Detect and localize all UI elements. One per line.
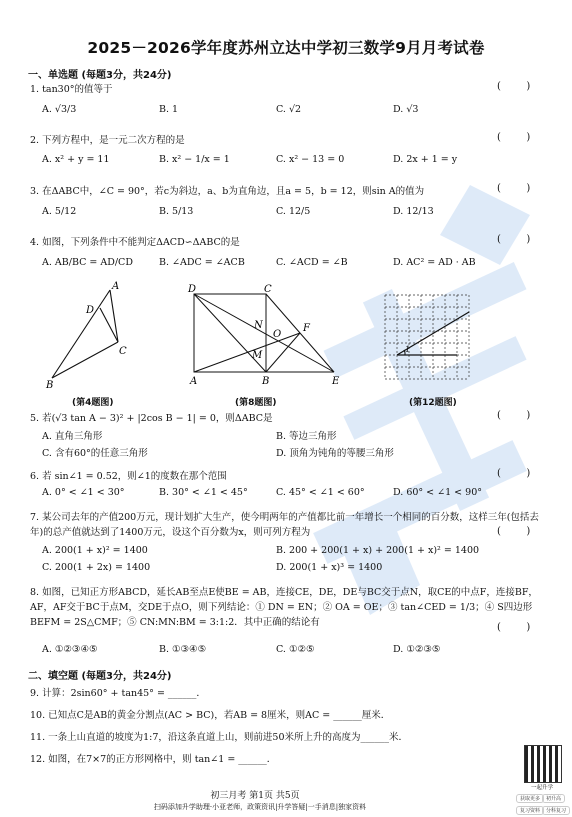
option-d: D. 60° < ∠1 < 90° <box>393 487 482 498</box>
option-a: A. 0° < ∠1 < 30° <box>42 487 125 498</box>
figure-12-grid <box>384 294 470 380</box>
page-title: 2025－2026学年度苏州立达中学初三数学9月月考试卷 <box>87 39 485 57</box>
label-b: B <box>262 376 270 387</box>
promo-pill[interactable]: 分科复习 <box>542 806 570 815</box>
option-d: D. √3 <box>393 104 419 115</box>
option-c: C. ①②⑤ <box>276 644 315 655</box>
question-3-stem: 3. 在ΔABC中，∠C = 90°，若c为斜边，a、b为直角边，且a = 5，b = 12，则sin A的值为 <box>30 186 425 197</box>
label-a: A <box>190 376 198 387</box>
option-b: B. ∠ADC = ∠ACB <box>159 257 245 268</box>
option-a: A. √3/3 <box>42 104 77 115</box>
question-6-options <box>42 487 542 503</box>
figure-4-triangle <box>42 278 142 390</box>
option-b: B. x² − 1/x = 1 <box>159 154 230 165</box>
question-11-stem: 11. 一条上山直道的坡度为1:7，沿这条直道上山，则前进50米所上升的高度为______米． <box>30 732 409 743</box>
question-8-options <box>42 644 542 660</box>
page-footer: 初三月考 第1页 共5页 <box>210 791 300 801</box>
option-b: B. 1 <box>159 104 179 115</box>
figure-12-caption: (第12题图) <box>409 398 457 408</box>
option-a: A. 200(1 + x)² = 1400 <box>42 545 148 556</box>
option-b: B. 等边三角形 <box>276 431 337 442</box>
question-1-stem: 1. tan30°的值等于 <box>30 84 113 95</box>
label-n: N <box>254 320 263 331</box>
label-c: C <box>119 346 127 357</box>
option-d: D. 12/13 <box>393 206 434 217</box>
answer-paren: ( ) <box>497 81 531 92</box>
footer-promo: 扫码添加升学助理·小亚老师，政策资讯|升学答疑|一手消息|独家资料 <box>153 803 367 811</box>
label-d: D <box>86 305 95 316</box>
option-d: D. 2x + 1 = y <box>393 154 458 165</box>
option-a: A. x² + y = 11 <box>42 154 110 165</box>
label-c: C <box>264 284 272 295</box>
question-6-stem: 6. 若 sin∠1 = 0.52，则∠1的度数在那个范围 <box>30 471 227 482</box>
answer-paren: ( ) <box>497 622 531 633</box>
option-a: A. ①②③④⑤ <box>42 644 98 655</box>
qr-caption: 一起升学 <box>530 785 553 791</box>
question-4-stem: 4. 如图，下列条件中不能判定ΔACD∽ΔABC的是 <box>30 237 240 248</box>
figure-4-caption: (第4题图) <box>72 398 114 408</box>
label-e: E <box>332 376 340 387</box>
label-b: B <box>46 380 54 390</box>
promo-pill[interactable]: 初升高 <box>542 794 565 803</box>
option-d: D. 顶角为钝角的等腰三角形 <box>276 448 394 459</box>
figure-8-caption: (第8题图) <box>235 398 277 408</box>
label-d: D <box>188 284 197 295</box>
question-7-options-row2 <box>42 562 542 578</box>
promo-pill[interactable]: 复习资料 <box>516 806 544 815</box>
answer-paren: ( ) <box>497 234 531 245</box>
option-a: A. AB/BC = AD/CD <box>42 257 133 268</box>
question-3-options <box>42 206 542 222</box>
option-c: C. √2 <box>276 104 302 115</box>
answer-paren: ( ) <box>497 132 531 143</box>
question-4-options <box>42 257 542 273</box>
question-7-options-row1 <box>42 545 542 561</box>
option-b: B. ①③④⑤ <box>159 644 207 655</box>
question-7-stem: 7. 某公司去年的产值200万元，现计划扩大生产，使今明两年的产值都比前一年增长一个相同的百分数，这样三年(包括去年)的总产值就达到了1400万元，设这个百分数为x，则可列方程为 <box>30 512 539 538</box>
answer-paren: ( ) <box>497 410 531 421</box>
question-5-stem: 5. 若(√3 tan A − 3)² + |2cos B − 1| = 0，则ΔABC是 <box>30 413 273 424</box>
option-c: C. ∠ACD = ∠B <box>276 257 348 268</box>
option-c: C. 含有60°的任意三角形 <box>42 448 148 459</box>
option-b: B. 200 + 200(1 + x) + 200(1 + x)² = 1400 <box>276 545 480 556</box>
question-12-stem: 12. 如图，在7×7的正方形网格中，则 tan∠1 = ______． <box>30 754 277 765</box>
question-10-stem: 10. 已知点C是AB的黄金分割点(AC > BC)，若AB = 8厘米，则AC = ______厘米． <box>30 710 391 721</box>
section-heading-fill: 二、填空题 (每题3分，共24分) <box>28 671 172 682</box>
option-b: B. 5/13 <box>159 206 194 217</box>
question-5-options-row2 <box>42 445 542 461</box>
label-o: O <box>273 329 282 340</box>
figure-8-square <box>184 282 349 390</box>
option-d: D. ①②③⑤ <box>393 644 441 655</box>
label-f: F <box>303 323 310 334</box>
question-5-options-row1 <box>42 428 542 444</box>
question-8-stem: 8. 如图，已知正方形ABCD，延长AB至点E使BE = AB，连接CE，DE，DE与BC交于点N，取CE的中点F，连接BF，AF，AF交于BC于点M，交DE于点O，则下列结论：① DN = EN；② OA = OE；③ tan∠CED = 1/3；④ S四边形BEFM = 2S△CMF；⑤ CN:MN:BM = 3:1:2．其中正确的结论有 <box>30 587 538 628</box>
option-a: A. 直角三角形 <box>42 431 103 442</box>
label-a: A <box>112 281 120 292</box>
option-b: B. 30° < ∠1 < 45° <box>159 487 248 498</box>
option-d: D. 200(1 + x)³ = 1400 <box>276 562 383 573</box>
qr-code[interactable] <box>524 745 562 783</box>
option-d: D. AC² = AD · AB <box>393 257 476 268</box>
answer-paren: ( ) <box>497 468 531 479</box>
answer-paren: ( ) <box>497 183 531 194</box>
option-a: A. 5/12 <box>42 206 77 217</box>
question-2-stem: 2. 下列方程中，是一元二次方程的是 <box>30 135 185 146</box>
option-c: C. 200(1 + 2x) = 1400 <box>42 562 151 573</box>
question-2-options <box>42 154 542 170</box>
label-angle-1: 1 <box>405 345 411 354</box>
section-heading-choice: 一、单选题 (每题3分，共24分) <box>28 70 172 81</box>
promo-pill[interactable]: 获取更多 <box>516 794 544 803</box>
question-9-stem: 9. 计算：2sin60° + tan45° = ______． <box>30 688 206 699</box>
option-c: C. 12/5 <box>276 206 311 217</box>
option-c: C. x² − 13 = 0 <box>276 154 345 165</box>
label-m: M <box>252 350 263 361</box>
option-c: C. 45° < ∠1 < 60° <box>276 487 365 498</box>
answer-paren: ( ) <box>497 526 531 537</box>
question-1-options <box>42 104 542 120</box>
